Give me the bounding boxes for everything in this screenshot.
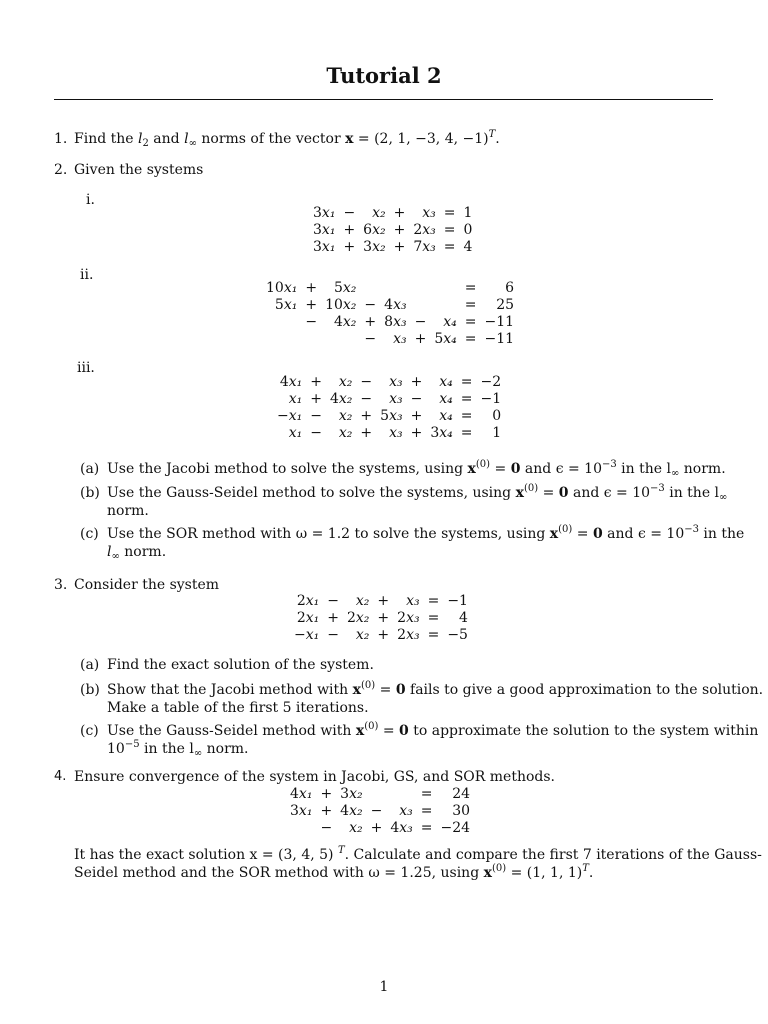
equation-cell: + (370, 820, 383, 836)
equation-cell: − (364, 297, 377, 313)
equation-cell: + (377, 610, 390, 626)
q3-part-b-text: Show that the Jacobi method with $x^{(0)} = 0$ fails to give a good approximation to the solution. (107, 680, 764, 698)
equation-cell (430, 297, 460, 314)
equation-cell: −1 (480, 391, 502, 407)
equation-cell: − (343, 205, 356, 221)
q2-system-iii-row (273, 374, 505, 391)
q2-system-ii-row (262, 314, 518, 331)
q2-system-i-row (309, 205, 476, 222)
q2-number: 2. (54, 162, 68, 178)
equation-cell (262, 331, 301, 348)
equation-cell (286, 820, 316, 837)
equation-cell: x₃ (399, 803, 413, 819)
q2-system-ii-label: ii. (80, 267, 94, 283)
equation-cell: −1 (447, 593, 468, 609)
q4-system-row (286, 803, 474, 820)
q2-system-i-row (309, 222, 476, 239)
equation-cell: 4x₂ (340, 803, 363, 819)
equation-cell: − (360, 374, 373, 390)
equation-cell: x₃ (422, 205, 436, 221)
q3-part-a-label: (a) (80, 657, 100, 673)
q2-part-c-label: (c) (80, 526, 99, 542)
equation-cell (411, 297, 431, 314)
equation-cell: 3x₁ (313, 239, 336, 255)
equation-cell: 3x₄ (430, 425, 453, 441)
q2-part-b-label: (b) (80, 485, 100, 501)
equation-cell: −x₁ (277, 408, 303, 424)
equation-cell: − (414, 314, 427, 330)
equation-cell: 10x₁ (266, 280, 298, 296)
equation-cell: 7x₃ (413, 239, 436, 255)
equation-cell: + (320, 803, 333, 819)
equation-cell: + (343, 239, 356, 255)
q4-system-row (286, 820, 474, 837)
q3-part-c-text-line2: $10^{-5}$ in the $l_\infty$ norm. (107, 739, 249, 759)
equation-cell: −2 (480, 374, 502, 390)
title-rule (54, 99, 713, 100)
q2-part-a-label: (a) (80, 461, 100, 477)
equation-cell: 3x₁ (290, 803, 313, 819)
q2-system-iii-row (273, 391, 505, 408)
equation-cell: 4x₂ (329, 391, 353, 407)
q2-system-iii-row (273, 408, 505, 425)
q2-part-a-text: Use the Jacobi method to solve the systems, using $x^{(0)} = 0$ and $\epsilon = 10^{-3}$ in the $l_\infty$ norm. (107, 459, 726, 479)
equation-cell: + (327, 610, 339, 626)
equation-cell: −5 (447, 627, 468, 643)
equation-cell: x₂ (355, 627, 370, 643)
equation-cell: − (327, 593, 339, 609)
equation-cell: + (305, 280, 318, 296)
equation-cell: x₄ (443, 314, 457, 330)
equation-cell: = (427, 610, 440, 626)
equation-cell: + (410, 425, 423, 441)
equation-cell: −11 (484, 314, 515, 330)
equation-cell: 1 (492, 425, 502, 441)
equation-cell: = (464, 297, 477, 313)
equation-cell: x₁ (288, 391, 303, 407)
equation-cell (301, 331, 321, 348)
q3-system-row (290, 593, 472, 610)
equation-cell: = (443, 205, 456, 221)
equation-cell: − (310, 408, 322, 424)
equation-cell: = (464, 280, 477, 296)
equation-cell: 2x₂ (346, 610, 370, 626)
equation-cell: = (460, 408, 473, 424)
equation-cell: 30 (452, 803, 471, 819)
equation-cell: + (360, 425, 373, 441)
equation-cell: − (360, 391, 373, 407)
equation-cell: 2x₃ (397, 610, 420, 626)
equation-cell: x₃ (389, 425, 403, 441)
equation-cell: − (320, 820, 333, 836)
equation-cell: 10x₂ (325, 297, 357, 313)
equation-cell: = (420, 803, 433, 819)
equation-cell: 4 (463, 239, 473, 255)
equation-cell: x₃ (393, 331, 407, 347)
equation-cell: x₃ (406, 593, 420, 609)
equation-cell: 0 (492, 408, 502, 424)
equation-cell: 4x₁ (279, 374, 303, 390)
equation-cell: + (320, 786, 333, 802)
q4-paragraph-line2: Seidel method and the SOR method with ω = 1.25, using $x^{(0)} = (1$, 1, 1)$^T$. (74, 863, 594, 881)
equation-cell: 3x₂ (363, 239, 386, 255)
equation-cell: 5x₃ (380, 408, 403, 424)
equation-cell: x₂ (338, 374, 353, 390)
equation-cell: = (443, 239, 456, 255)
equation-cell: + (305, 297, 318, 313)
equation-cell: 5x₄ (434, 331, 457, 347)
q2-part-c-text-line2: $l_\infty$ norm. (107, 544, 167, 562)
equation-cell: = (427, 627, 440, 643)
equation-cell: = (464, 331, 477, 347)
q3-number: 3. (54, 577, 68, 593)
equation-cell: x₄ (439, 391, 453, 407)
equation-cell (430, 280, 460, 297)
q3-part-b-label: (b) (80, 682, 100, 698)
q3-part-c-text: Use the Gauss-Seidel method with $x^{(0)} = 0$ to approximate the solution to the system within (107, 721, 759, 739)
equation-cell: + (393, 222, 406, 238)
equation-cell: + (310, 391, 322, 407)
equation-cell: 2x₁ (296, 610, 320, 626)
equation-cell: = (464, 314, 477, 330)
equation-cell (367, 786, 387, 803)
equation-cell: − (305, 314, 318, 330)
equation-cell (386, 786, 416, 803)
equation-cell: 2x₃ (413, 222, 436, 238)
equation-cell: = (460, 374, 473, 390)
q1-number: 1. (54, 131, 68, 147)
equation-cell: = (420, 786, 433, 802)
q2-text: Given the systems (74, 162, 204, 178)
equation-cell: + (414, 331, 427, 347)
equation-cell: x₂ (338, 425, 353, 441)
equation-cell: 6x₂ (363, 222, 386, 238)
q3-system-row (290, 627, 472, 644)
equation-cell: x₄ (439, 408, 453, 424)
equation-cell: + (377, 593, 390, 609)
equation-cell: −11 (484, 331, 515, 347)
equation-cell: = (460, 391, 473, 407)
q3-part-a-text: Find the exact solution of the system. (107, 657, 374, 673)
equation-cell: 5x₂ (333, 280, 357, 296)
q2-system-iii-row (273, 425, 505, 442)
equation-cell: 1 (463, 205, 473, 221)
equation-cell: x₁ (288, 425, 303, 441)
equation-cell: 24 (452, 786, 471, 802)
equation-cell: − (327, 627, 339, 643)
equation-cell: = (427, 593, 440, 609)
equation-cell: − (364, 331, 377, 347)
equation-cell: 4 (459, 610, 468, 626)
q3-system (290, 593, 472, 644)
equation-cell: + (393, 239, 406, 255)
equation-cell (411, 280, 431, 297)
q2-system-ii-row (262, 297, 518, 314)
equation-cell: x₂ (349, 820, 363, 836)
equation-cell: = (443, 222, 456, 238)
q2-system-ii-row (262, 331, 518, 348)
page-number: 1 (379, 979, 389, 995)
q4-system (286, 786, 474, 837)
equation-cell: + (364, 314, 377, 330)
q3-part-b-text-line2: Make a table of the first 5 iterations. (107, 700, 369, 716)
q2-system-iii (273, 374, 505, 442)
q2-system-ii-row (262, 280, 518, 297)
equation-cell: + (360, 408, 373, 424)
equation-cell: − (370, 803, 383, 819)
equation-cell: + (310, 374, 322, 390)
equation-cell: x₂ (372, 205, 386, 221)
equation-cell: = (460, 425, 473, 441)
equation-cell: 3x₁ (313, 222, 336, 238)
equation-cell: + (343, 222, 356, 238)
q2-part-b-text-line2: norm. (107, 503, 149, 519)
q2-system-i (309, 205, 476, 256)
q2-system-i-label: i. (86, 192, 95, 208)
q2-system-iii-label: iii. (77, 360, 95, 376)
q4-text: Ensure convergence of the system in Jacobi, GS, and SOR methods. (74, 769, 555, 785)
equation-cell: 6 (505, 280, 515, 296)
q3-text: Consider the system (74, 577, 220, 593)
q2-part-c-text: Use the SOR method with ω = 1.2 to solve the systems, using $x^{(0)} = 0$ and $\epsilon = 10^{-3}$ in the (107, 524, 745, 542)
equation-cell: + (393, 205, 406, 221)
equation-cell: x₄ (439, 374, 453, 390)
equation-cell: −24 (440, 820, 471, 836)
q3-system-row (290, 610, 472, 627)
q3-part-c-label: (c) (80, 723, 99, 739)
equation-cell: 3x₂ (340, 786, 363, 802)
equation-cell: 4x₂ (333, 314, 357, 330)
equation-cell: 2x₁ (296, 593, 320, 609)
q4-number: 4. (54, 769, 67, 784)
equation-cell (380, 280, 410, 297)
equation-cell: + (410, 374, 423, 390)
equation-cell: 2x₃ (397, 627, 420, 643)
equation-cell: x₂ (355, 593, 370, 609)
equation-cell: 4x₃ (384, 297, 407, 313)
equation-cell (262, 314, 301, 331)
equation-cell: + (377, 627, 390, 643)
equation-cell: 4x₁ (290, 786, 313, 802)
equation-cell: 8x₃ (384, 314, 407, 330)
q4-system-row (286, 786, 474, 803)
equation-cell: − (310, 425, 322, 441)
q1-text: Find the $l_2$ and $l_\infty$ norms of the vector x = (2, 1, −3, 4, −1)$^T$. (74, 129, 500, 149)
equation-cell: 25 (496, 297, 515, 313)
equation-cell: x₃ (389, 391, 403, 407)
equation-cell: 0 (463, 222, 473, 238)
q2-part-b-text: Use the Gauss-Seidel method to solve the systems, using $x^{(0)} = 0$ and $\epsilon = 10^{-3}$ in the $l_\infty$ (107, 483, 728, 503)
equation-cell: = (420, 820, 433, 836)
equation-cell: − (410, 391, 423, 407)
equation-cell (360, 280, 380, 297)
equation-cell: x₃ (389, 374, 403, 390)
equation-cell: 4x₃ (390, 820, 413, 836)
q2-system-ii (262, 280, 518, 348)
equation-cell: −x₁ (294, 627, 320, 643)
q4-paragraph-line1: It has the exact solution x = (3, 4, 5) $^T$. Calculate and compare the first 7 iterations of the Gauss- (74, 845, 762, 863)
q2-system-i-row (309, 239, 476, 256)
equation-cell: x₂ (338, 408, 353, 424)
equation-cell: + (410, 408, 423, 424)
equation-cell (321, 331, 360, 348)
equation-cell: 3x₁ (313, 205, 336, 221)
page-title: Tutorial 2 (326, 63, 442, 88)
equation-cell: 5x₁ (274, 297, 298, 313)
